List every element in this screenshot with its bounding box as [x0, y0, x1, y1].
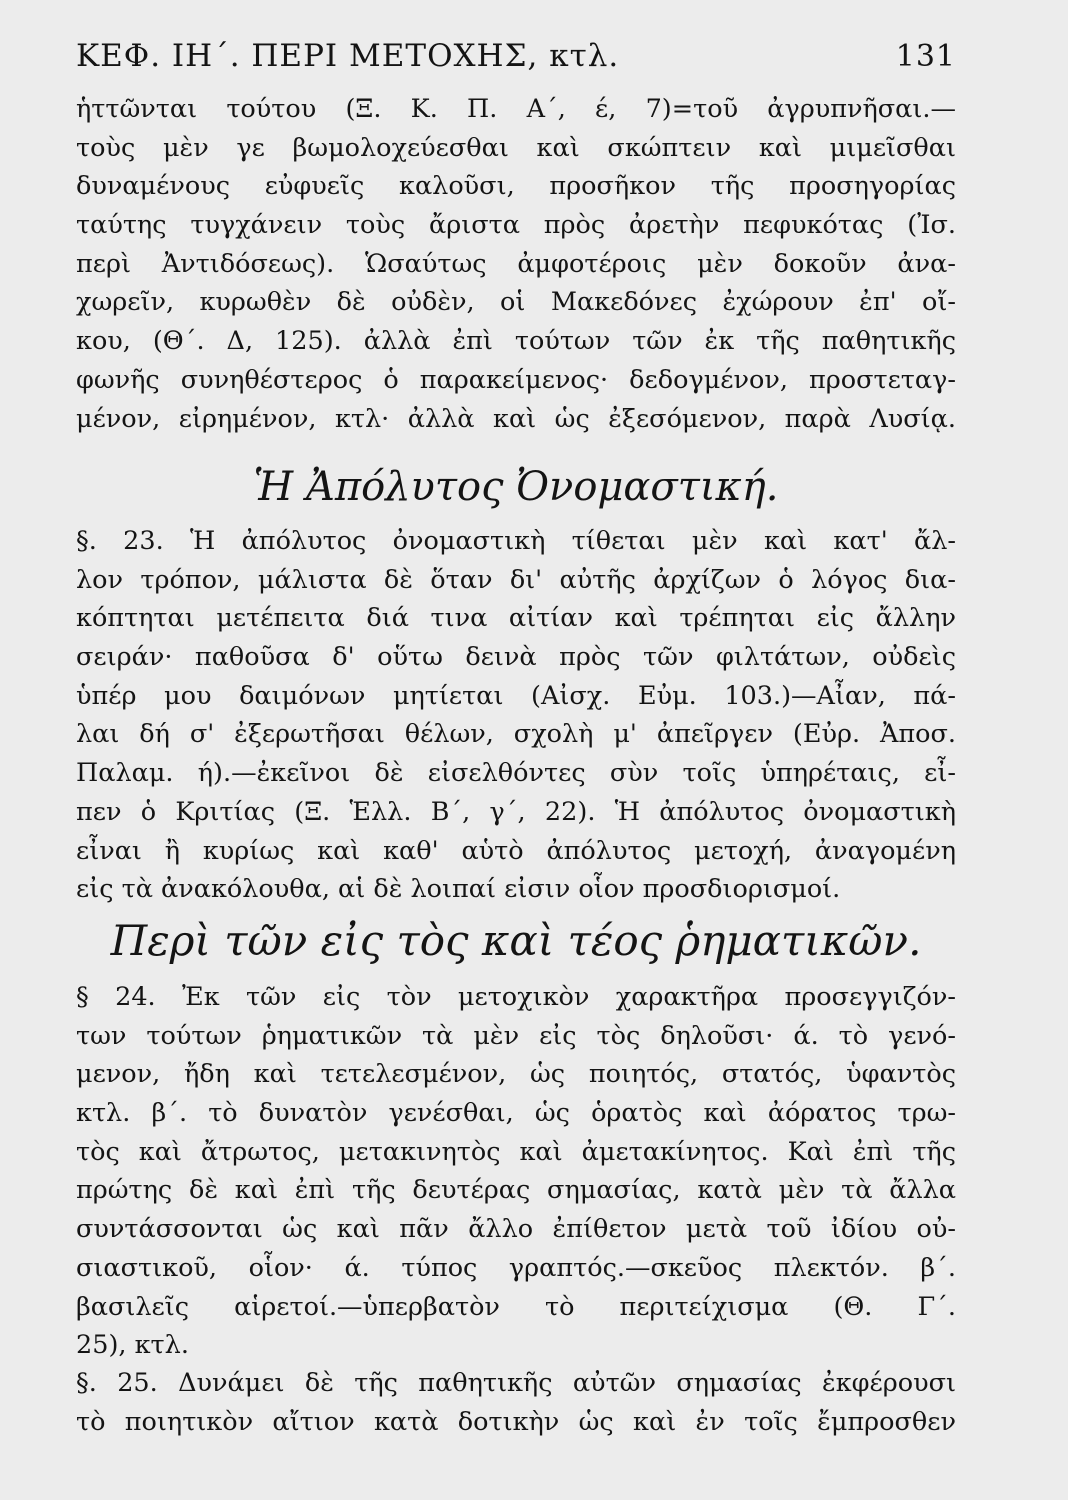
text-line: φωνῆς συνηθέστερος ὁ παρακείμενος· δεδογμένον, προστεταγ- [76, 364, 956, 395]
text-line: μένον, εἰρημένον, κτλ· ἀλλὰ καὶ ὡς ἐξεσόμενον, παρὰ Λυσίᾳ. [76, 403, 956, 434]
text-line: πεν ὁ Κριτίας (Ξ. Ἑλλ. Β΄, γ΄, 22). Ἡ ἀπόλυτος ὀνομαστικὴ [76, 796, 956, 827]
text-line: Παλαμ. ή).—ἐκεῖνοι δὲ εἰσελθόντες σὺν τοῖς ὑπηρέταις, εἶ- [76, 758, 956, 789]
text-line: τὸς καὶ ἄτρωτος, μετακινητὸς καὶ ἀμετακίνητος. Καὶ ἐπὶ τῆς [76, 1136, 956, 1167]
paragraph-23 [76, 522, 956, 909]
text-line: κτλ. β΄. τὸ δυνατὸν γενέσθαι, ὡς ὁρατὸς καὶ ἀόρατος τρω- [76, 1098, 956, 1129]
text-line: κου, (Θ΄. Δ, 125). ἀλλὰ ἐπὶ τούτων τῶν ἐκ τῆς παθητικῆς [76, 326, 956, 357]
running-head [76, 38, 956, 88]
text-line: ἡττῶνται τούτου (Ξ. Κ. Π. Α΄, έ, 7)=τοῦ ἀγρυπνῆσαι.— [76, 94, 956, 124]
text-line: βασιλεῖς αἱρετοί.—ὑπερβατὸν τὸ περιτείχισμα (Θ. Γ΄. [76, 1291, 956, 1322]
text-line: λον τρόπον, μάλιστα δὲ ὅταν δι' αὐτῆς ἀρχίζων ὁ λόγος δια- [76, 564, 956, 595]
text-line: §. 23. Ἡ ἀπόλυτος ὀνομαστικὴ τίθεται μὲν καὶ κατ' ἄλ- [76, 526, 956, 556]
text-line: λαι δή σ' ἐξερωτῆσαι θέλων, σχολὴ μ' ἀπεῖργεν (Εὐρ. Ἀποσ. [76, 719, 956, 750]
text-line: σειράν· παθοῦσα δ' οὕτω δεινὰ πρὸς τῶν φιλτάτων, οὐδεὶς [76, 642, 956, 673]
text-line: εἶναι ἢ κυρίως καὶ καθ' αὑτὸ ἀπόλυτος μετοχή, ἀναγομένη [76, 835, 956, 866]
paragraph-24 [76, 978, 956, 1365]
text-line: § 24. Ἐκ τῶν εἰς τὸν μετοχικὸν χαρακτῆρα προσεγγιζόν- [76, 982, 956, 1012]
section-heading: Ἡ Ἀπόλυτος Ὀνομαστική. [253, 464, 779, 510]
text-line: χωρεῖν, κυρωθὲν δὲ οὐδὲν, οἱ Μακεδόνες ἐχώρουν ἐπ' οἴ- [76, 287, 956, 318]
text-line: μενον, ἤδη καὶ τετελεσμένον, ὡς ποιητός, στατός, ὑφαντὸς [76, 1059, 956, 1090]
text-line: σιαστικοῦ, οἷον· ά. τύπος γραπτός.—σκεῦος πλεκτόν. β΄. [76, 1252, 956, 1283]
text-line: §. 25. Δυνάμει δὲ τῆς παθητικῆς αὐτῶν σημασίας ἐκφέρουσι [76, 1368, 956, 1398]
text-line: τοὺς μὲν γε βωμολοχεύεσθαι καὶ σκώπτειν καὶ μιμεῖσθαι [76, 132, 956, 163]
paragraph-continuation [76, 90, 956, 438]
text-line: πρώτης δὲ καὶ ἐπὶ τῆς δευτέρας σημασίας, κατὰ μὲν τὰ ἄλλα [76, 1175, 956, 1206]
text-line: τὸ ποιητικὸν αἴτιον κατὰ δοτικὴν ὡς καὶ ἐν τοῖς ἔμπροσθεν [76, 1406, 956, 1437]
running-head-title: ΚΕΦ. ΙΗ΄. ΠΕΡΙ ΜΕΤΟΧΗΣ, κτλ. [76, 38, 620, 74]
section-heading: Περὶ τῶν εἰς τὸς καὶ τέος ῥηματικῶν. [110, 916, 922, 965]
text-line: ὑπέρ μου δαιμόνων μητίεται (Αἰσχ. Εὐμ. 103.)—Αἶαν, πά- [76, 680, 956, 711]
page-number: 131 [895, 39, 956, 74]
text-line: εἰς τὰ ἀνακόλουθα, αἱ δὲ λοιπαί εἰσιν οἷον προσδιορισμοί. [76, 874, 841, 905]
text-line: ταύτης τυγχάνειν τοὺς ἄριστα πρὸς ἀρετὴν πεφυκότας (Ἰσ. [76, 210, 956, 241]
text-line: δυναμένους εὐφυεῖς καλοῦσι, προσῆκον τῆς προσηγορίας [76, 171, 956, 202]
text-line: 25), κτλ. [76, 1330, 189, 1361]
text-line: περὶ Ἀντιδόσεως). Ὡσαύτως ἀμφοτέροις μὲν δοκοῦν ἀνα- [76, 248, 956, 279]
paragraph-25 [76, 1364, 956, 1441]
text-line: συντάσσονται ὡς καὶ πᾶν ἄλλο ἐπίθετον μετὰ τοῦ ἰδίου οὐ- [76, 1214, 956, 1245]
text-line: κόπτηται μετέπειτα διά τινα αἰτίαν καὶ τρέπηται εἰς ἄλλην [76, 603, 956, 634]
text-line: των τούτων ῥηματικῶν τὰ μὲν εἰς τὸς δηλοῦσι· ά. τὸ γενό- [76, 1020, 956, 1051]
